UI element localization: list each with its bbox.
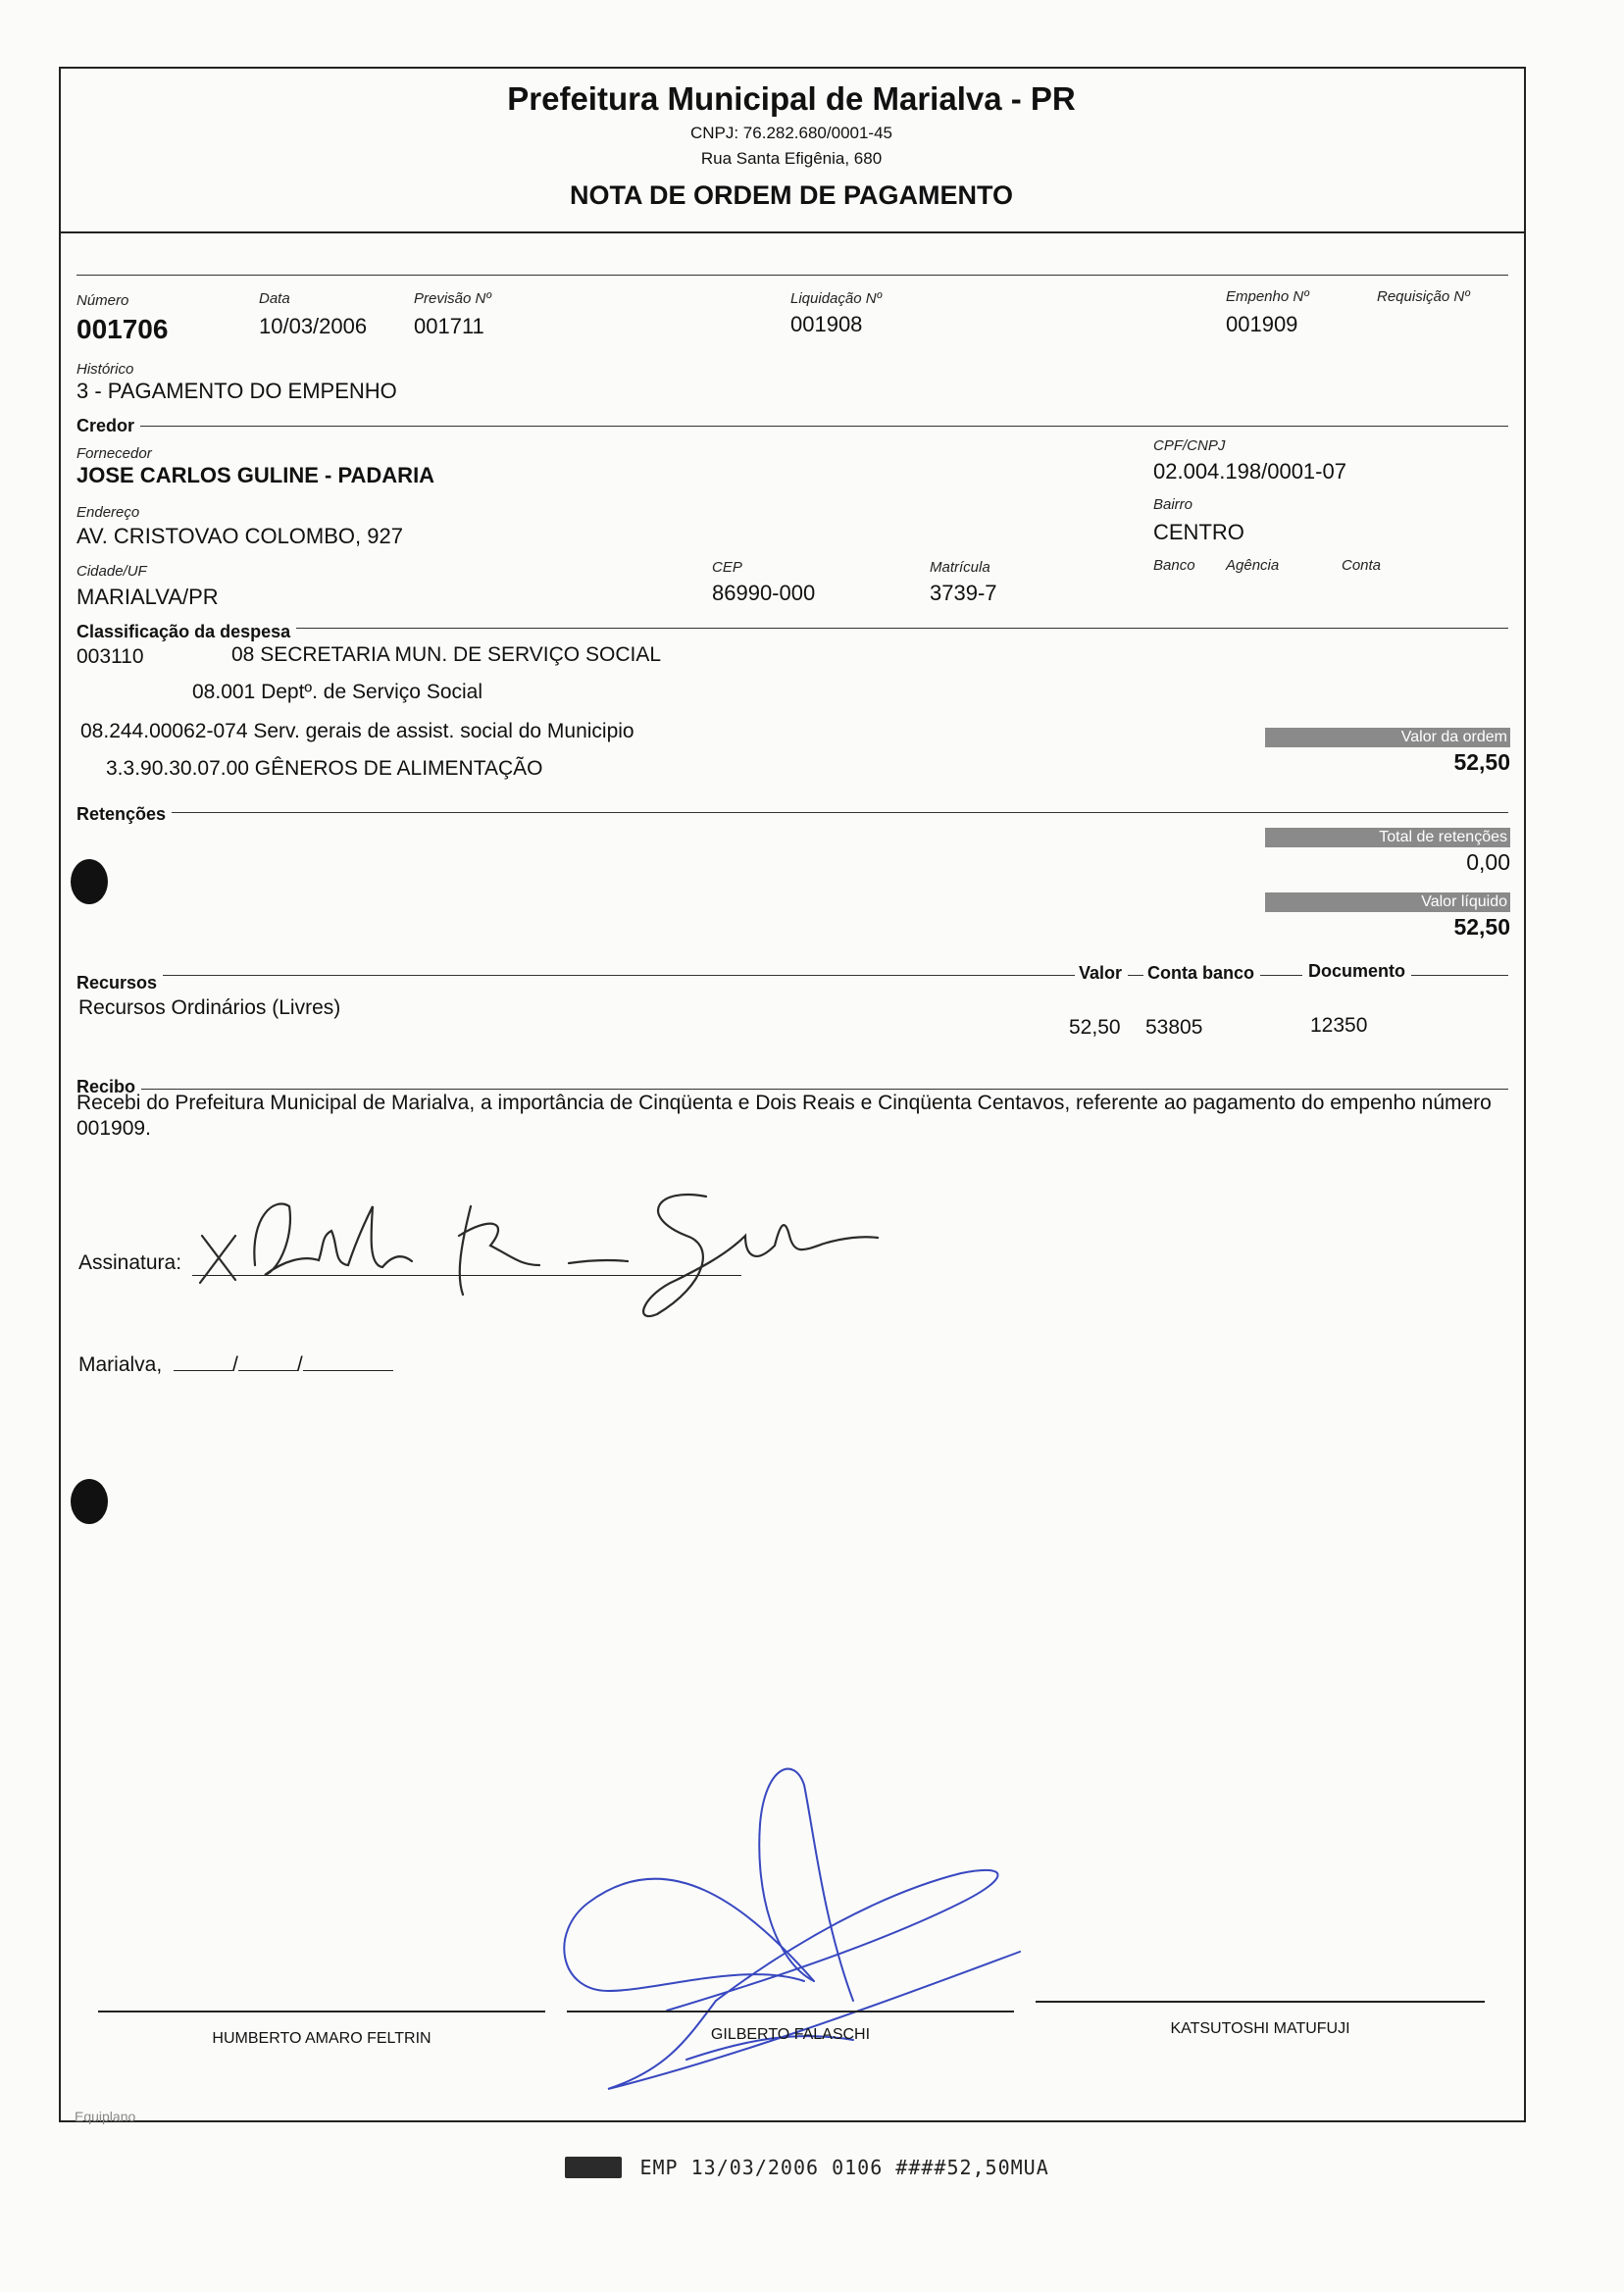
classificacao-line3: 08.244.00062-074 Serv. gerais de assist. social do Municipio: [80, 720, 634, 742]
doc-title: NOTA DE ORDEM DE PAGAMENTO: [569, 180, 1013, 210]
recursos-valor-header: Valor: [1075, 963, 1128, 984]
date-blanks: [174, 1370, 232, 1371]
signatory-1-line: [98, 2011, 545, 2012]
numero-value: 001706: [76, 314, 169, 344]
signatory-1-name: HUMBERTO AMARO FELTRIN: [212, 2030, 431, 2047]
total-retencoes-label: Total de retenções: [1265, 828, 1510, 847]
conta-label: Conta: [1342, 557, 1382, 574]
org-address: Rua Santa Efigênia, 680: [700, 149, 883, 168]
cidade-value: MARIALVA/PR: [76, 585, 219, 609]
header: [59, 78, 1524, 211]
data-value: 10/03/2006: [259, 314, 368, 338]
valor-liquido-label: Valor líquido: [1265, 892, 1510, 912]
classificacao-line2: 08.001 Deptº. de Serviço Social: [192, 681, 483, 703]
recursos-section: Recursos: [76, 973, 163, 993]
matricula-label: Matrícula: [930, 559, 990, 576]
empenho-value: 001909: [1226, 312, 1298, 336]
endereco-label: Endereço: [76, 504, 140, 521]
previsao-label: Previsão Nº: [414, 290, 491, 307]
previsao-value: 001711: [414, 314, 484, 338]
valor-ordem-label: Valor da ordem: [1265, 728, 1510, 747]
signatory-2-name: GILBERTO FALASCHI: [710, 2026, 871, 2043]
signatory-3-line: [1036, 2001, 1485, 2003]
retencoes-section: Retenções: [76, 804, 172, 825]
credor-section: Credor: [76, 416, 140, 436]
bank-logo-icon: [565, 2157, 622, 2178]
cep-label: CEP: [712, 559, 742, 576]
cpf-value: 02.004.198/0001-07: [1153, 459, 1346, 484]
recursos-descricao: Recursos Ordinários (Livres): [78, 996, 341, 1019]
recursos-documento-header: Documento: [1302, 961, 1411, 982]
recursos-rule: [76, 975, 1508, 976]
date-blank-month: [238, 1370, 297, 1371]
recursos-conta-header: Conta banco: [1143, 963, 1260, 984]
header-divider: [59, 231, 1524, 233]
requisicao-label: Requisição Nº: [1377, 288, 1470, 305]
data-label: Data: [259, 290, 290, 307]
org-cnpj: CNPJ: 76.282.680/0001-45: [689, 124, 893, 142]
bairro-label: Bairro: [1153, 496, 1193, 513]
retencoes-rule: [76, 812, 1508, 813]
cpf-label: CPF/CNPJ: [1153, 437, 1226, 454]
total-retencoes-value: 0,00: [1466, 849, 1510, 875]
signatory-2-line: [567, 2011, 1014, 2012]
recursos-documento: 12350: [1310, 1014, 1368, 1037]
bank-stamp-text: EMP 13/03/2006 0106 ####52,50MUA: [639, 2156, 1049, 2179]
matricula-value: 3739-7: [930, 581, 997, 605]
valor-liquido-value: 52,50: [1453, 914, 1510, 940]
liquidacao-label: Liquidação Nº: [790, 290, 883, 307]
local-data: Marialva, / /: [78, 1353, 393, 1377]
numero-label: Número: [76, 292, 129, 309]
cidade-label: Cidade/UF: [76, 563, 147, 580]
recipient-signature: [196, 1177, 883, 1334]
classificacao-line4: 3.3.90.30.07.00 GÊNEROS DE ALIMENTAÇÃO: [106, 757, 543, 780]
signatory-3-name: KATSUTOSHI MATUFUJI: [1170, 2020, 1350, 2037]
credor-rule: [76, 426, 1508, 427]
historico-label: Histórico: [76, 361, 134, 378]
recibo-text: Recebi do Prefeitura Municipal de Marialva, a importância de Cinqüenta e Dois Reais e Cinqüenta Centavos, referente ao pagamento do empenho número 001909.: [76, 1092, 1492, 1140]
recursos-conta: 53805: [1145, 1016, 1203, 1039]
official-signature: [549, 1746, 1059, 2099]
recursos-valor: 52,50: [1069, 1016, 1121, 1039]
fornecedor-value: JOSE CARLOS GULINE - PADARIA: [76, 463, 435, 487]
bank-stamp: [565, 2156, 1049, 2179]
classificacao-line1: 08 SECRETARIA MUN. DE SERVIÇO SOCIAL: [231, 643, 662, 666]
date-blank-year: [303, 1370, 393, 1371]
historico-value: 3 - PAGAMENTO DO EMPENHO: [76, 379, 397, 403]
assinatura-label: Assinatura:: [78, 1251, 182, 1274]
cep-value: 86990-000: [712, 581, 816, 605]
punch-hole-top: [71, 859, 108, 904]
liquidacao-value: 001908: [790, 312, 863, 336]
banco-label: Banco: [1153, 557, 1195, 574]
org-title: Prefeitura Municipal de Marialva - PR: [507, 80, 1076, 117]
punch-hole-bottom: [71, 1479, 108, 1524]
classificacao-section: Classificação da despesa: [76, 622, 296, 642]
local-label: Marialva,: [78, 1353, 163, 1376]
empenho-label: Empenho Nº: [1226, 288, 1309, 305]
valor-ordem-value: 52,50: [1453, 749, 1510, 775]
agencia-label: Agência: [1226, 557, 1280, 574]
classificacao-code: 003110: [76, 645, 144, 668]
bairro-value: CENTRO: [1153, 520, 1244, 544]
ids-top-rule: [76, 275, 1508, 276]
fornecedor-label: Fornecedor: [76, 445, 152, 462]
recibo-section: Recibo: [76, 1077, 141, 1097]
software-credit: Equiplano: [75, 2109, 136, 2124]
endereco-value: AV. CRISTOVAO COLOMBO, 927: [76, 524, 403, 548]
recibo-rule: [76, 1089, 1508, 1090]
